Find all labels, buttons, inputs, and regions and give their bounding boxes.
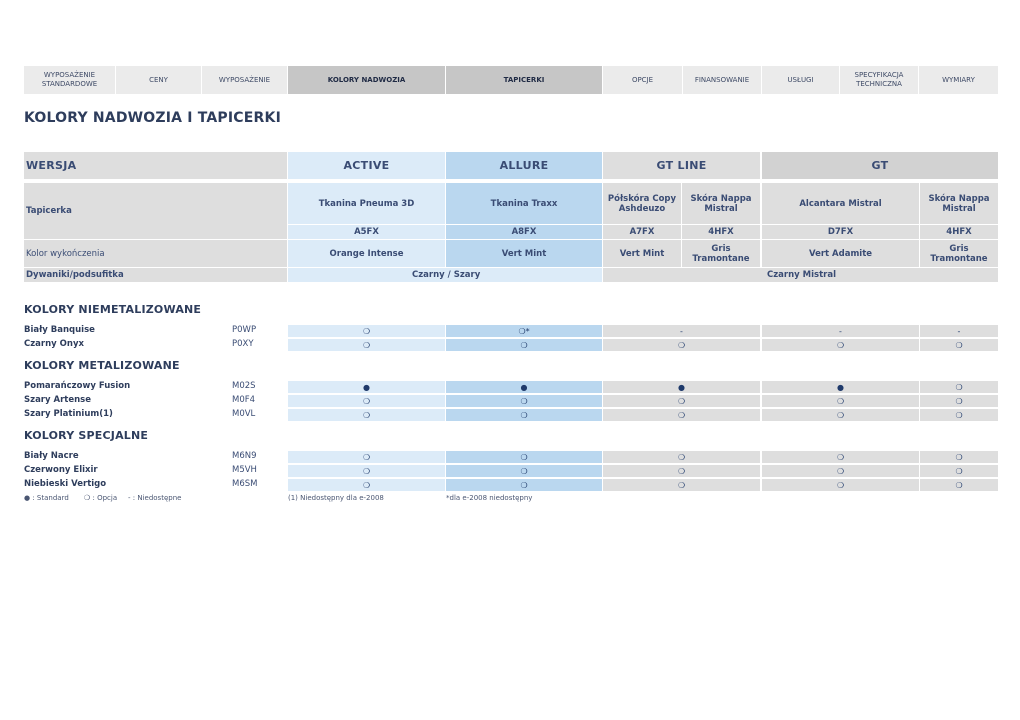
availability-cell: ❍ — [762, 339, 919, 351]
color-name: Szary Artense — [24, 395, 91, 405]
color-name: Pomarańczowy Fusion — [24, 381, 131, 391]
version-gt: GT — [762, 152, 998, 179]
version-active: ACTIVE — [288, 152, 445, 179]
tab-specyfikacja-techniczna[interactable] — [840, 66, 919, 94]
availability-cell: ❍ — [446, 451, 602, 463]
color-code: M6SM — [232, 479, 258, 489]
tab-ceny[interactable] — [116, 66, 202, 94]
availability-cell: ❍ — [446, 465, 602, 477]
availability-cell: - — [920, 325, 998, 337]
availability-cell: ❍ — [920, 479, 998, 491]
trim-color: Vert Mint — [446, 240, 602, 267]
availability-cell: ❍ — [920, 451, 998, 463]
upholstery-code: 4HFX — [920, 225, 998, 239]
availability-cell: ● — [762, 381, 919, 393]
tab-wyposazenie-standardowe[interactable] — [24, 66, 116, 94]
color-code: P0XY — [232, 339, 254, 349]
trim-color: Gris Tramontane — [682, 240, 760, 267]
trim-color: Vert Adamite — [762, 240, 919, 267]
trim-color: Gris Tramontane — [920, 240, 998, 267]
tab-label: TAPICERKI — [503, 75, 545, 84]
legend-standard: ● : Standard — [24, 494, 69, 502]
upholstery-active: Tkanina Pneuma 3D — [288, 183, 445, 224]
availability-cell: ❍ — [288, 409, 445, 421]
tab-tapicerki[interactable] — [446, 66, 603, 94]
availability-cell: ● — [446, 381, 602, 393]
upholstery-gt-2: Skóra Nappa Mistral — [920, 183, 998, 224]
nav-bar — [24, 66, 998, 94]
availability-cell: ❍ — [288, 339, 445, 351]
tab-kolory-nadwozia[interactable] — [288, 66, 446, 94]
footnote-2: *dla e-2008 niedostępny — [446, 494, 533, 502]
dywaniki-value-active-allure: Czarny / Szary — [288, 268, 602, 282]
color-code: M5VH — [232, 465, 257, 475]
availability-cell: ● — [288, 381, 445, 393]
availability-cell: ❍ — [603, 479, 760, 491]
availability-cell: ❍ — [288, 465, 445, 477]
availability-cell: ❍ — [762, 451, 919, 463]
tab-label: CENY — [149, 75, 168, 84]
color-code: M6N9 — [232, 451, 257, 461]
legend-opcja: ❍ : Opcja — [84, 494, 118, 502]
version-gt-line: GT LINE — [603, 152, 760, 179]
tab-uslugi[interactable] — [762, 66, 840, 94]
availability-cell: ● — [603, 381, 760, 393]
availability-cell: ❍ — [603, 409, 760, 421]
legend-niedostepne: - : Niedostępne — [128, 494, 182, 502]
availability-cell: ❍ — [603, 339, 760, 351]
availability-cell: ❍ — [288, 451, 445, 463]
availability-cell: ❍ — [446, 339, 602, 351]
upholstery-code: A7FX — [603, 225, 681, 239]
wersja-label: WERSJA — [24, 152, 287, 179]
tapicerka-label: Tapicerka — [24, 183, 287, 239]
color-name: Biały Nacre — [24, 451, 79, 461]
tab-label: KOLORY NADWOZIA — [327, 75, 406, 84]
availability-cell: ❍ — [603, 395, 760, 407]
availability-cell: ❍ — [920, 465, 998, 477]
upholstery-gt-1: Alcantara Mistral — [762, 183, 919, 224]
color-name: Niebieski Vertigo — [24, 479, 107, 489]
dywaniki-value-gt: Czarny Mistral — [603, 268, 998, 282]
color-name: Czerwony Elixir — [24, 465, 98, 475]
color-code: M0VL — [232, 409, 256, 419]
upholstery-code: D7FX — [762, 225, 919, 239]
availability-cell: ❍ — [920, 395, 998, 407]
upholstery-allure: Tkanina Traxx — [446, 183, 602, 224]
trim-color: Vert Mint — [603, 240, 681, 267]
upholstery-gt-line-2: Skóra Nappa Mistral — [682, 183, 760, 224]
availability-cell: ❍ — [446, 479, 602, 491]
page-title: KOLORY NADWOZIA I TAPICERKI — [24, 110, 281, 126]
availability-cell: ❍ — [603, 451, 760, 463]
availability-cell: ❍ — [288, 395, 445, 407]
tab-label: WYPOSAŻENIE — [218, 75, 271, 84]
availability-cell: ❍* — [446, 325, 602, 337]
availability-cell: ❍ — [446, 395, 602, 407]
tab-label: FINANSOWANIE — [694, 75, 750, 84]
tab-label: WYMIARY — [942, 75, 975, 84]
tab-opcje[interactable] — [603, 66, 683, 94]
section-title: KOLORY METALIZOWANE — [24, 359, 180, 372]
tab-wymiary[interactable] — [919, 66, 998, 94]
upholstery-code: A8FX — [446, 225, 602, 239]
availability-cell: - — [762, 325, 919, 337]
color-name: Biały Banquise — [24, 325, 95, 335]
tab-wyposazenie[interactable] — [202, 66, 288, 94]
availability-cell: ❍ — [762, 409, 919, 421]
color-code: M0F4 — [232, 395, 256, 405]
tab-label: USŁUGI — [787, 75, 814, 84]
availability-cell: ❍ — [762, 395, 919, 407]
availability-cell: ❍ — [288, 325, 445, 337]
color-code: P0WP — [232, 325, 257, 335]
tab-label: OPCJE — [631, 75, 654, 84]
dywaniki-label: Dywaniki/podsufitka — [24, 268, 287, 282]
availability-cell: ❍ — [603, 465, 760, 477]
upholstery-code: A5FX — [288, 225, 445, 239]
availability-cell: ❍ — [762, 479, 919, 491]
trim-color: Orange Intense — [288, 240, 445, 267]
section-title: KOLORY SPECJALNE — [24, 429, 149, 442]
color-code: M02S — [232, 381, 256, 391]
kolor-wykonczenia-label: Kolor wykończenia — [24, 240, 287, 267]
availability-cell: ❍ — [762, 465, 919, 477]
version-allure: ALLURE — [446, 152, 602, 179]
availability-cell: ❍ — [920, 339, 998, 351]
tab-label: SPECYFIKACJA TECHNICZNA — [854, 71, 904, 88]
upholstery-code: 4HFX — [682, 225, 760, 239]
section-title: KOLORY NIEMETALIZOWANE — [24, 303, 202, 316]
upholstery-gt-line-1: Półskóra Copy Ashdeuzo — [603, 183, 681, 224]
availability-cell: ❍ — [446, 409, 602, 421]
footnote-1: (1) Niedostępny dla e-2008 — [288, 494, 384, 502]
availability-cell: ❍ — [288, 479, 445, 491]
color-name: Szary Platinium(1) — [24, 409, 113, 419]
tab-finansowanie[interactable] — [683, 66, 762, 94]
color-name: Czarny Onyx — [24, 339, 84, 349]
tab-label: WYPOSAŻENIE STANDARDOWE — [41, 71, 98, 88]
availability-cell: ❍ — [920, 409, 998, 421]
availability-cell: - — [603, 325, 760, 337]
availability-cell: ❍ — [920, 381, 998, 393]
